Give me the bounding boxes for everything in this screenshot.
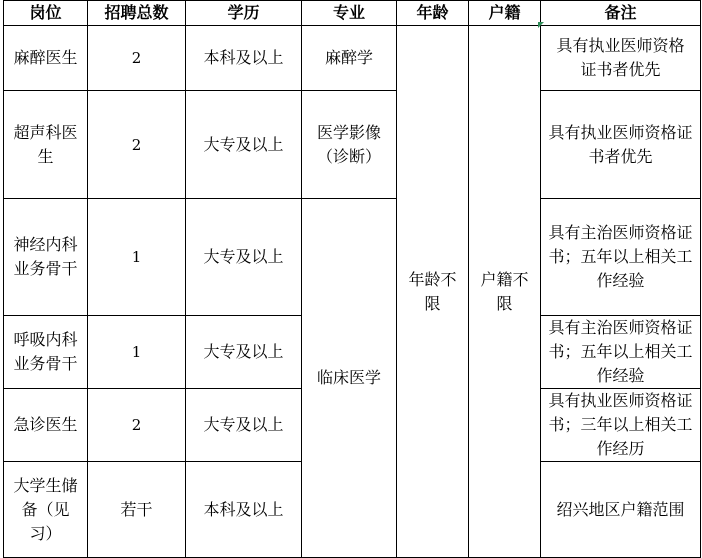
cell-count: 若干 [88, 462, 186, 558]
position-text: 超声科医生 [13, 122, 78, 166]
cell-major: 麻醉学 [302, 26, 397, 91]
cell-count: 2 [88, 389, 186, 462]
cell-age [397, 26, 469, 558]
cell-note [541, 199, 701, 316]
table-row [4, 199, 701, 316]
header-education: 学历 [186, 1, 302, 26]
cell-education: 大专及以上 [186, 91, 302, 199]
cell-position [4, 316, 88, 389]
position-text: 大学生储备（见习） [13, 475, 78, 543]
cell-position [4, 91, 88, 199]
cell-position: 急诊医生 [4, 389, 88, 462]
cell-major: 临床医学 [302, 199, 397, 558]
cell-note: 绍兴地区户籍范围 [541, 462, 701, 558]
cell-education: 大专及以上 [186, 316, 302, 389]
cell-note [541, 389, 701, 462]
header-position: 岗位 [4, 1, 88, 26]
cell-count: 2 [88, 91, 186, 199]
cell-count: 1 [88, 316, 186, 389]
household-text: 户籍不限 [480, 269, 529, 313]
cell-note [541, 91, 701, 199]
note-text: 具有主治医师资格证书；五年以上相关工作经验 [548, 223, 693, 290]
cell-note [541, 26, 701, 91]
note-text: 具有执业医师资格证书；三年以上相关工作经历 [548, 391, 693, 458]
note-text: 具有主治医师资格证书；五年以上相关工作经验 [548, 318, 693, 385]
major-text: 医学影像（诊断） [316, 122, 381, 166]
position-text: 神经内科业务骨干 [13, 235, 78, 278]
age-text: 年龄不限 [408, 269, 457, 313]
cell-education: 本科及以上 [186, 462, 302, 558]
cell-position [4, 462, 88, 558]
header-note: 备注 [541, 1, 701, 26]
header-major: 专业 [302, 1, 397, 26]
cell-count: 1 [88, 199, 186, 316]
cell-education: 大专及以上 [186, 199, 302, 316]
cell-education: 本科及以上 [186, 26, 302, 91]
cell-count: 2 [88, 26, 186, 91]
cell-major [302, 91, 397, 199]
cell-position: 麻醉医生 [4, 26, 88, 91]
header-count: 招聘总数 [88, 1, 186, 26]
header-row [4, 1, 701, 26]
header-household: 户籍 [469, 1, 541, 26]
position-text: 呼吸内科业务骨干 [13, 330, 78, 373]
note-text: 具有执业医师资格证书者优先 [556, 36, 685, 79]
recruitment-table [3, 0, 701, 558]
cell-comment-marker-icon [538, 22, 544, 28]
cell-education: 大专及以上 [186, 389, 302, 462]
cell-household [469, 26, 541, 558]
cell-position [4, 199, 88, 316]
table-row [4, 91, 701, 199]
table-row [4, 26, 701, 91]
cell-note [541, 316, 701, 389]
header-age: 年龄 [397, 1, 469, 26]
note-text: 具有执业医师资格证书者优先 [548, 122, 693, 166]
